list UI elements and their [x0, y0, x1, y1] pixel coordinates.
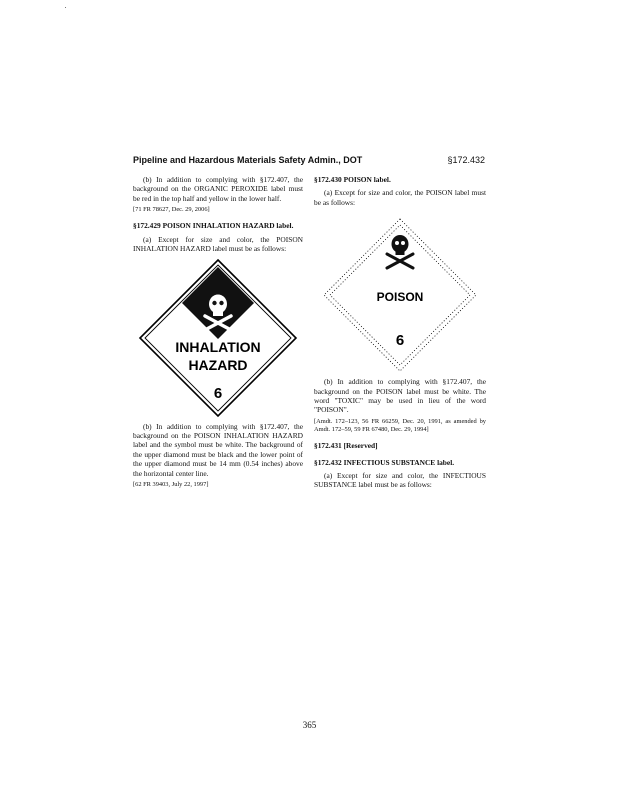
header-section: §172.432 — [447, 155, 485, 165]
left-column — [133, 175, 303, 489]
paragraph-organic-peroxide-b: (b) In addition to complying with §172.407, the background on the ORGANIC PEROXIDE label must be red in the top half and yellow in the lower half. — [133, 175, 303, 203]
label-class-number: 6 — [213, 384, 223, 402]
header-title: Pipeline and Hazardous Materials Safety Admin., DOT — [133, 155, 363, 165]
running-header — [133, 155, 485, 169]
scan-speck — [65, 7, 66, 8]
section-heading-172-429: §172.429 POISON INHALATION HAZARD label. — [133, 221, 294, 231]
section-heading-172-430: §172.430 POISON label. — [314, 175, 391, 184]
section-heading-172-431: §172.431 [Reserved] — [314, 441, 378, 451]
label-text-inhalation: INHALATION — [175, 338, 261, 355]
poison-label-figure — [322, 217, 478, 373]
paragraph-430-a: (a) Except for size and color, the POISON label must be as follows: — [314, 188, 486, 207]
source-note-2: [62 FR 39403, July 22, 1997] — [133, 481, 209, 489]
right-column — [314, 175, 486, 490]
label-text-poison: POISON — [376, 290, 424, 305]
paragraph-432-a: (a) Except for size and color, the INFECTIOUS SUBSTANCE label must be as follows: — [314, 471, 486, 490]
inhalation-hazard-label-figure — [138, 258, 298, 418]
paragraph-429-b: (b) In addition to complying with §172.407, the background on the POISON INHALATION HAZARD label and the symbol must be white. The background of the upper diamond must be black and the lower point of the upper diamond must be 14 mm (0.54 inches) above the horizontal center line. — [133, 421, 303, 478]
source-note-1: [71 FR 78627, Dec. 29, 2006] — [133, 206, 210, 214]
page-number: 365 — [302, 720, 317, 730]
label-class-number: 6 — [395, 332, 405, 350]
label-text-hazard: HAZARD — [188, 356, 248, 373]
paragraph-429-a: (a) Except for size and color, the POISON INHALATION HAZARD label must be as follows: — [133, 234, 303, 254]
source-note-3: [Amdt. 172–123, 56 FR 66259, Dec. 20, 1991, as amended by Amdt. 172–59, 59 FR 67480, Dec. 29, 1994] — [314, 417, 486, 434]
paragraph-430-b: (b) In addition to complying with §172.407, the background on the POISON label must be white. The word "TOXIC" may be used in lieu of the word "POISON". — [314, 377, 486, 415]
section-heading-172-432: §172.432 INFECTIOUS SUBSTANCE label. — [314, 457, 455, 467]
